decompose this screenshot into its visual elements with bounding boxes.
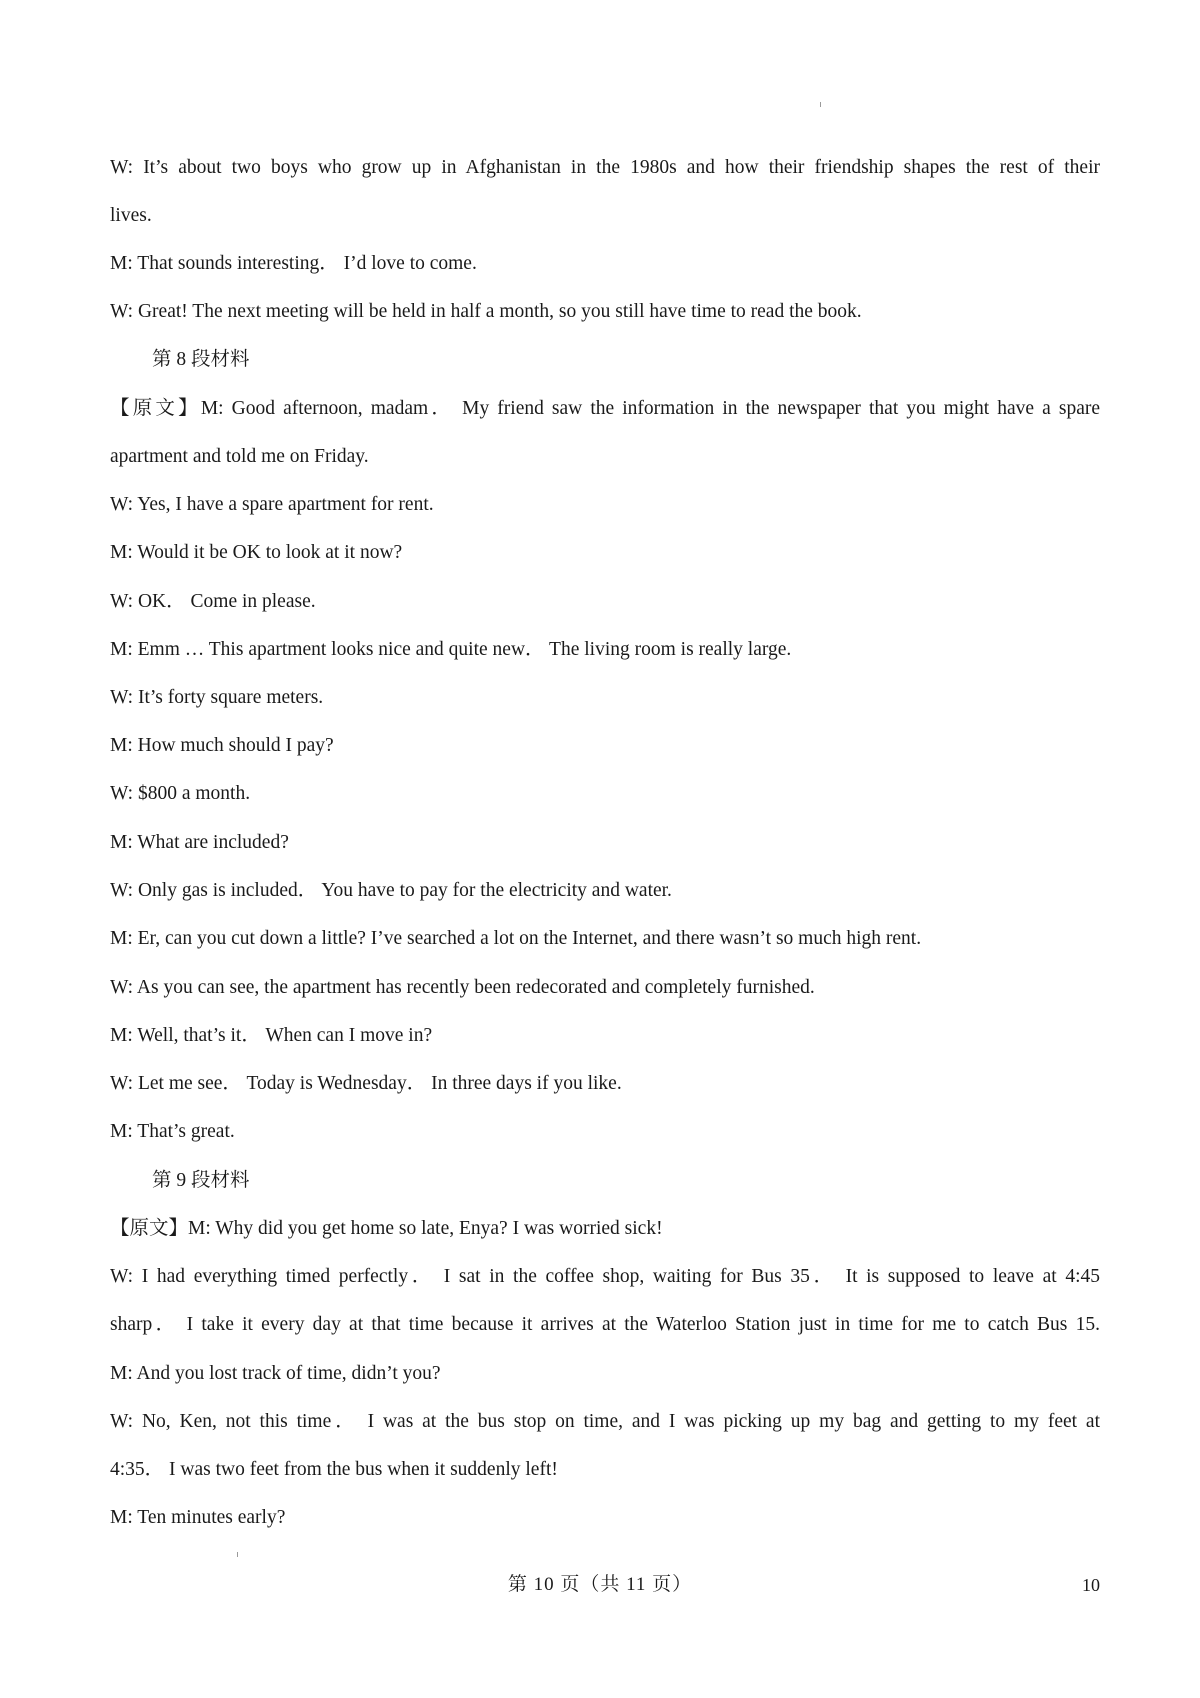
section-heading: 第 8 段材料 bbox=[152, 349, 250, 370]
section-heading: 第 9 段材料 bbox=[152, 1170, 250, 1191]
dialogue-line: W: Yes, I have a spare apartment for rent. bbox=[110, 494, 434, 515]
dialogue-line: M: Well, that’s it． When can I move in? bbox=[110, 1025, 433, 1046]
scan-mark bbox=[820, 102, 821, 107]
dialogue-line: M: Ten minutes early? bbox=[110, 1507, 286, 1528]
scan-mark bbox=[237, 1552, 238, 1557]
dialogue-line: lives. bbox=[110, 205, 152, 226]
dialogue-line: M: And you lost track of time, didn’t you? bbox=[110, 1363, 441, 1384]
dialogue-line: M: How much should I pay? bbox=[110, 735, 334, 756]
dialogue-line: M: Would it be OK to look at it now? bbox=[110, 542, 403, 563]
dialogue-line: 4:35． I was two feet from the bus when it suddenly left! bbox=[110, 1459, 558, 1480]
dialogue-line: 【原文】M: Why did you get home so late, Enya? I was worried sick! bbox=[110, 1218, 663, 1239]
dialogue-line: W: Let me see． Today is Wednesday． In three days if you like. bbox=[110, 1073, 622, 1094]
dialogue-line: W: As you can see, the apartment has recently been redecorated and completely furnished. bbox=[110, 977, 815, 998]
dialogue-line: apartment and told me on Friday. bbox=[110, 446, 369, 467]
dialogue-line: M: Er, can you cut down a little? I’ve searched a lot on the Internet, and there wasn’t so much high rent. bbox=[110, 928, 922, 949]
page-footer-label: 第 10 页（共 11 页） bbox=[507, 1574, 693, 1595]
dialogue-line: W: $800 a month. bbox=[110, 783, 251, 804]
dialogue-line: M: Emm … This apartment looks nice and quite new． The living room is really large. bbox=[110, 639, 792, 660]
page-number: 10 bbox=[1082, 1575, 1100, 1595]
dialogue-line: M: That sounds interesting． I’d love to come. bbox=[110, 253, 477, 274]
dialogue-line: W: I had everything timed perfectly． I sat in the coffee shop, waiting for Bus 35． It is supposed to leave at 4:45 bbox=[110, 1266, 1100, 1287]
dialogue-line: W: OK． Come in please. bbox=[110, 591, 316, 612]
dialogue-line: W: Only gas is included． You have to pay for the electricity and water. bbox=[110, 880, 672, 901]
dialogue-line: 【原文】M: Good afternoon, madam． My friend saw the information in the newspaper that you might have a spare bbox=[110, 398, 1100, 419]
dialogue-line: M: That’s great. bbox=[110, 1121, 235, 1142]
dialogue-line: W: Great! The next meeting will be held in half a month, so you still have time to read the book. bbox=[110, 301, 862, 322]
dialogue-line: W: No, Ken, not this time． I was at the bus stop on time, and I was picking up my bag and getting to my feet at bbox=[110, 1411, 1100, 1432]
dialogue-line: M: What are included? bbox=[110, 832, 289, 853]
dialogue-line: W: It’s forty square meters. bbox=[110, 687, 324, 708]
dialogue-line: W: It’s about two boys who grow up in Afghanistan in the 1980s and how their friendship shapes the rest of their bbox=[110, 157, 1100, 178]
dialogue-line: sharp． I take it every day at that time because it arrives at the Waterloo Station just in time for me to catch Bus 15. bbox=[110, 1314, 1100, 1335]
